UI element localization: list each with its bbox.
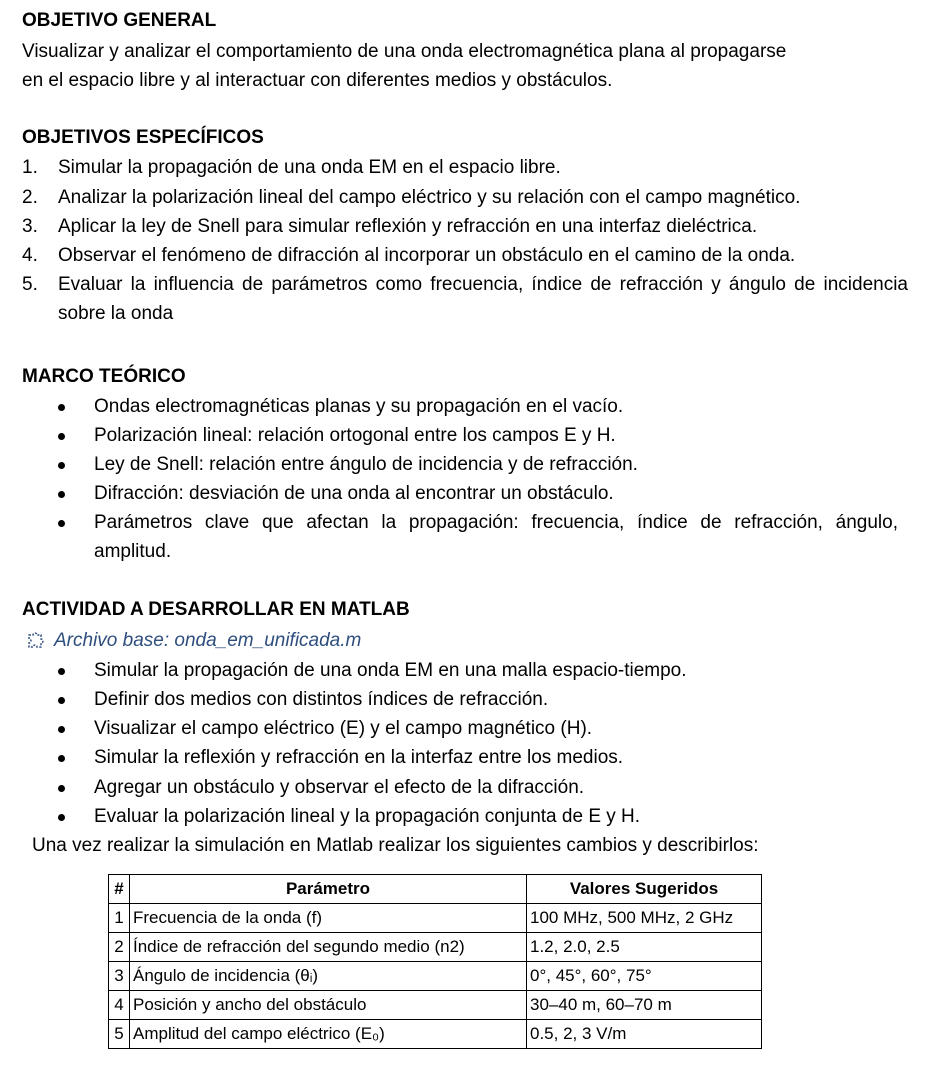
heading-objetivo-general: OBJETIVO GENERAL: [22, 10, 217, 31]
parameters-table: [108, 874, 762, 1049]
objetivo-item-text: Evaluar la influencia de parámetros como frecuencia, índice de refracción y ángulo de incidencia sobre la onda: [58, 274, 908, 324]
archivo-base: [26, 628, 361, 654]
objetivo-item-text: Simular la propagación de una onda EM en el espacio libre.: [58, 157, 561, 178]
heading-objetivos-especificos: OBJETIVOS ESPECÍFICOS: [22, 127, 264, 148]
objetivo-item-number: 5.: [22, 274, 38, 295]
marco-item-text: Difracción: desviación de una onda al encontrar un obstáculo.: [94, 483, 614, 504]
actividad-item-text: Evaluar la polarización lineal y la propagación conjunta de E y H.: [94, 806, 641, 827]
bullet-dot: [58, 491, 65, 498]
bullet-dot: [58, 785, 65, 792]
row-valores: 100 MHz, 500 MHz, 2 GHz: [527, 904, 762, 933]
row-number: 5: [109, 1020, 130, 1049]
table-row: [109, 904, 762, 933]
actividad-item-text: Simular la reflexión y refracción en la interfaz entre los medios.: [94, 747, 624, 768]
bullet-dot: [58, 726, 65, 733]
row-number: 4: [109, 991, 130, 1020]
actividad-item-text: Definir dos medios con distintos índices de refracción.: [94, 689, 549, 710]
table-row: [109, 1020, 762, 1049]
objetivo-item-number: 2.: [22, 187, 38, 208]
instruccion-text: Una vez realizar la simulación en Matlab realizar los siguientes cambios y describirlos:: [32, 835, 759, 856]
row-parametro: Posición y ancho del obstáculo: [130, 991, 527, 1020]
objetivo-item-text: Aplicar la ley de Snell para simular reflexión y refracción en una interfaz dieléctrica.: [58, 216, 758, 237]
bullet-dot: [58, 697, 65, 704]
header-valores: Valores Sugeridos: [527, 875, 762, 904]
actividad-item-text: Visualizar el campo eléctrico (E) y el campo magnético (H).: [94, 718, 593, 739]
bullet-dot: [58, 814, 65, 821]
header-number: #: [109, 875, 130, 904]
bullet-dot: [58, 404, 65, 411]
objetivo-general-line-2: en el espacio libre y al interactuar con diferentes medios y obstáculos.: [22, 70, 613, 91]
archivo-base-text: Archivo base: onda_em_unificada.m: [54, 630, 362, 651]
marco-item-text: Ondas electromagnéticas planas y su propagación en el vacío.: [94, 396, 624, 417]
heading-marco-teorico: MARCO TEÓRICO: [22, 366, 186, 387]
row-number: 3: [109, 962, 130, 991]
row-parametro: Ángulo de incidencia (θᵢ): [130, 962, 527, 991]
bullet-dot: [58, 755, 65, 762]
table-row: [109, 933, 762, 962]
table-row: [109, 991, 762, 1020]
row-parametro: Amplitud del campo eléctrico (E₀): [130, 1020, 527, 1049]
header-parametro: Parámetro: [130, 875, 527, 904]
row-parametro: Índice de refracción del segundo medio (n2): [130, 933, 527, 962]
marco-item-text: Polarización lineal: relación ortogonal entre los campos E y H.: [94, 425, 616, 446]
objetivo-item-number: 1.: [22, 157, 38, 178]
row-valores: 30–40 m, 60–70 m: [527, 991, 762, 1020]
objetivo-item-number: 4.: [22, 245, 38, 266]
row-number: 1: [109, 904, 130, 933]
actividad-item-text: Agregar un obstáculo y observar el efecto de la difracción.: [94, 777, 585, 798]
puzzle-icon: [26, 629, 48, 649]
heading-actividad: ACTIVIDAD A DESARROLLAR EN MATLAB: [22, 599, 410, 620]
actividad-item-text: Simular la propagación de una onda EM en una malla espacio-tiempo.: [94, 660, 687, 681]
objetivo-item-number: 3.: [22, 216, 38, 237]
row-valores: 0.5, 2, 3 V/m: [527, 1020, 762, 1049]
row-parametro: Frecuencia de la onda (f): [130, 904, 527, 933]
marco-item-text: Parámetros clave que afectan la propagación: frecuencia, índice de refracción, ángulo, amplitud.: [94, 512, 898, 562]
marco-item-text: Ley de Snell: relación entre ángulo de incidencia y de refracción.: [94, 454, 638, 475]
table-header-row: [109, 875, 762, 904]
bullet-dot: [58, 462, 65, 469]
objetivo-general-line-1: Visualizar y analizar el comportamiento de una onda electromagnética plana al propagarse: [22, 41, 787, 62]
table-row: [109, 962, 762, 991]
row-valores: 0°, 45°, 60°, 75°: [527, 962, 762, 991]
objetivo-item-text: Analizar la polarización lineal del campo eléctrico y su relación con el campo magnético.: [58, 187, 801, 208]
objetivo-item-text: Observar el fenómeno de difracción al incorporar un obstáculo en el camino de la onda.: [58, 245, 796, 266]
row-valores: 1.2, 2.0, 2.5: [527, 933, 762, 962]
bullet-dot: [58, 668, 65, 675]
row-number: 2: [109, 933, 130, 962]
bullet-dot: [58, 520, 65, 527]
bullet-dot: [58, 433, 65, 440]
